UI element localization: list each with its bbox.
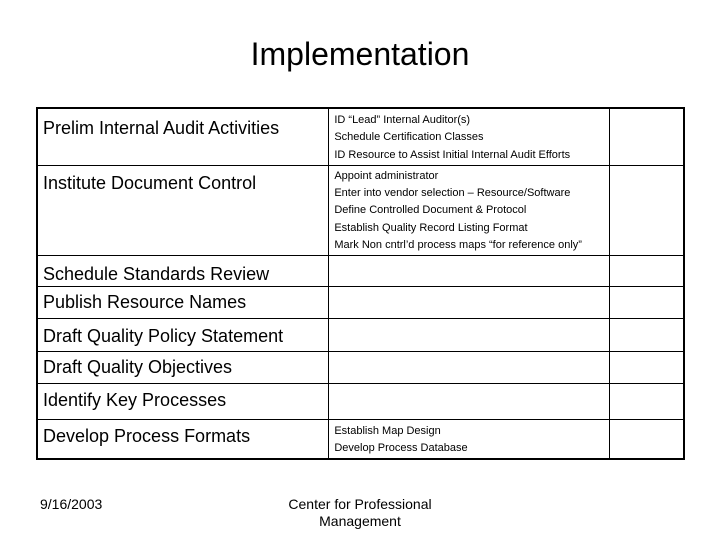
table-row [37, 318, 684, 351]
note-line: Mark Non cntrl’d process maps “for reference only” [334, 239, 582, 252]
notes-cell [329, 165, 609, 255]
note-line: ID “Lead” Internal Auditor(s) [334, 114, 471, 126]
footer-organization [260, 496, 460, 530]
note-line: Develop Process Database [334, 441, 468, 454]
empty-cell [609, 165, 684, 255]
notes-cell [329, 108, 609, 165]
task-cell [37, 108, 329, 165]
empty-cell [609, 318, 684, 351]
task-label: Identify Key Processes [43, 389, 227, 410]
notes-cell [329, 383, 609, 419]
task-cell [37, 383, 329, 419]
task-label: Publish Resource Names [43, 291, 247, 312]
notes-cell [329, 255, 609, 286]
note-line: Schedule Certification Classes [334, 131, 484, 144]
task-cell [37, 318, 329, 351]
table-row [37, 286, 684, 318]
footer-date: 9/16/2003 [40, 496, 103, 512]
footer-org-line: Management [319, 513, 401, 529]
footer-org-line: Center for Professional [288, 496, 432, 512]
table-row [37, 351, 684, 383]
task-cell [37, 286, 329, 318]
task-cell [37, 419, 329, 459]
notes-cell [329, 286, 609, 318]
note-line: ID Resource to Assist Initial Internal Audit Efforts [334, 148, 571, 161]
task-label: Prelim Internal Audit Activities [43, 118, 280, 138]
note-line: Enter into vendor selection – Resource/Software [334, 186, 571, 199]
note-line: Appoint administrator [334, 169, 439, 182]
implementation-table [36, 107, 685, 460]
task-label: Draft Quality Policy Statement [43, 325, 284, 346]
task-cell [37, 255, 329, 286]
notes-cell [329, 318, 609, 351]
table-row [37, 165, 684, 255]
empty-cell [609, 419, 684, 459]
note-line: Define Controlled Document & Protocol [334, 204, 527, 217]
table-row [37, 383, 684, 419]
task-label: Institute Document Control [43, 172, 257, 193]
task-cell [37, 165, 329, 255]
note-line: Establish Map Design [334, 424, 441, 437]
slide-title: Implementation [250, 36, 470, 72]
empty-cell [609, 255, 684, 286]
task-label: Schedule Standards Review [43, 263, 270, 284]
table-row [37, 108, 684, 165]
empty-cell [609, 286, 684, 318]
task-cell [37, 351, 329, 383]
table-row [37, 255, 684, 286]
empty-cell [609, 383, 684, 419]
table-row [37, 419, 684, 459]
empty-cell [609, 108, 684, 165]
task-label: Draft Quality Objectives [43, 356, 233, 377]
notes-cell [329, 419, 609, 459]
task-label: Develop Process Formats [43, 425, 251, 446]
empty-cell [609, 351, 684, 383]
notes-cell [329, 351, 609, 383]
note-line: Establish Quality Record Listing Format [334, 221, 528, 234]
